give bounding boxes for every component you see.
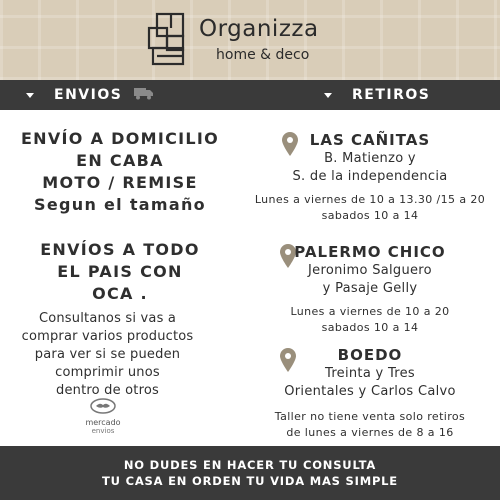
- national-shipping-info: [0, 239, 240, 305]
- info-line: MOTO / REMISE: [42, 173, 198, 192]
- info-line: ENVÍO A DOMICILIO: [20, 129, 220, 148]
- retiros-dropdown[interactable]: [324, 80, 430, 110]
- note-line: dentro de otros: [56, 383, 159, 398]
- location-boedo: [240, 345, 500, 441]
- brand-subtitle: home & deco: [216, 47, 310, 63]
- retiros-label: RETIROS: [352, 87, 431, 103]
- location-title: PALERMO CHICO: [294, 243, 446, 261]
- handshake-icon: [90, 398, 116, 414]
- location-las-canitas: [240, 130, 500, 224]
- truck-icon: [134, 86, 154, 104]
- consult-note: [0, 310, 215, 400]
- mercado-envios-text: mercado: [85, 418, 121, 427]
- header-banner: [0, 0, 500, 80]
- home-delivery-info: [0, 128, 240, 216]
- footer-slogan: TU CASA EN ORDEN TU VIDA MAS SIMPLE: [102, 474, 398, 488]
- envios-label: ENVIOS: [54, 87, 123, 103]
- footer-banner: [0, 446, 500, 500]
- location-hours: sabados 10 a 14: [321, 321, 419, 334]
- note-line: comprar varios productos: [21, 329, 194, 344]
- location-address: Orientales y Carlos Calvo: [284, 384, 456, 399]
- location-address: S. de la independencia: [292, 169, 448, 184]
- location-address: B. Matienzo y: [324, 151, 416, 166]
- note-line: comprimir unos: [55, 365, 160, 380]
- location-hours: Taller no tiene venta solo retiros: [274, 410, 466, 423]
- caret-down-icon: [26, 93, 34, 98]
- location-hours: Lunes a viernes de 10 a 20: [290, 305, 450, 318]
- info-line: ENVÍOS A TODO: [40, 240, 200, 259]
- note-line: Consultanos si vas a: [38, 311, 177, 326]
- location-hours: sabados 10 a 14: [321, 209, 419, 222]
- location-title: LAS CAÑITAS: [309, 131, 431, 149]
- section-bar: [0, 80, 500, 110]
- caret-down-icon: [324, 93, 332, 98]
- note-line: para ver si se pueden: [34, 347, 181, 362]
- brand-name: Organizza: [199, 16, 319, 42]
- info-line: Segun el tamaño: [34, 195, 206, 214]
- brand[interactable]: [147, 12, 347, 70]
- location-address: y Pasaje Gelly: [322, 281, 418, 296]
- location-palermo-chico: [240, 242, 500, 336]
- envios-section: [0, 110, 240, 446]
- info-line: OCA .: [92, 284, 148, 303]
- footer-tagline: NO DUDES EN HACER TU CONSULTA: [123, 458, 377, 472]
- location-hours: Lunes a viernes de 10 a 13.30 /15 a 20: [254, 193, 486, 206]
- mercado-envios-logo: [78, 398, 128, 434]
- mercado-envios-text: envios: [91, 427, 115, 435]
- info-line: EL PAIS CON: [57, 262, 183, 281]
- retiros-section: [240, 110, 500, 446]
- location-address: Jeronimo Salguero: [308, 263, 432, 278]
- location-address: Treinta y Tres: [324, 366, 416, 381]
- location-hours: de lunes a viernes de 8 a 16: [286, 426, 454, 439]
- shelf-logo-icon: [147, 12, 187, 68]
- info-line: EN CABA: [76, 151, 164, 170]
- location-title: BOEDO: [337, 346, 403, 364]
- envios-dropdown[interactable]: [26, 80, 154, 110]
